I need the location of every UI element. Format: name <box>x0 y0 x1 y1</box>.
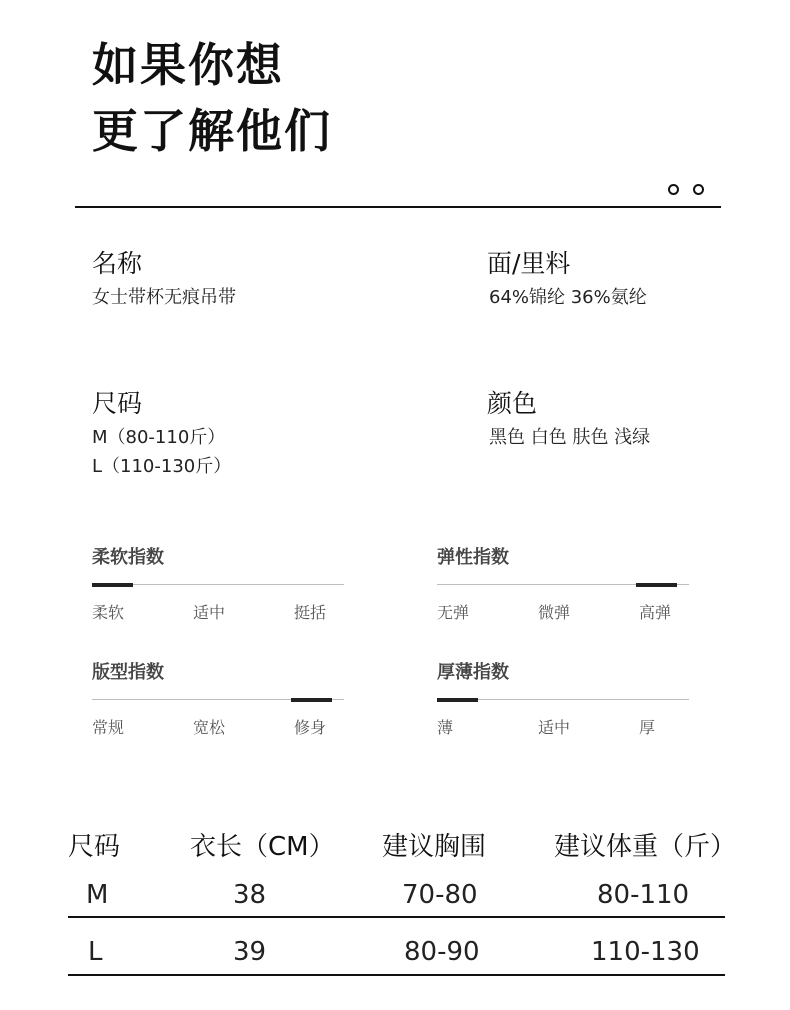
table-header-weight: 建议体重（斤） <box>554 832 737 862</box>
headline-line-1: 如果你想 <box>92 38 284 92</box>
fabric-value: 64%锦纶 36%氨纶 <box>489 287 647 308</box>
index-option: 高弹 <box>639 603 672 622</box>
index-option: 薄 <box>437 718 454 737</box>
header-divider <box>75 206 721 208</box>
index-option: 宽松 <box>193 718 226 737</box>
headline-line-2: 更了解他们 <box>92 104 332 158</box>
decorative-dots <box>668 184 704 195</box>
circle-icon <box>668 184 679 195</box>
table-header-bust: 建议胸围 <box>382 832 487 862</box>
size-value-l: L（110-130斤） <box>92 456 232 477</box>
size-label: 尺码 <box>92 389 143 418</box>
name-value: 女士带杯无痕吊带 <box>92 287 236 308</box>
index-option: 常规 <box>92 718 125 737</box>
index-option: 挺括 <box>294 603 327 622</box>
table-cell: L <box>88 937 103 967</box>
circle-icon <box>693 184 704 195</box>
table-cell: 38 <box>233 880 267 910</box>
index-selected-marker <box>92 583 133 587</box>
index-option: 厚 <box>639 718 656 737</box>
index-selected-marker <box>636 583 677 587</box>
index-option: 修身 <box>294 718 327 737</box>
index-selected-marker <box>291 698 332 702</box>
index-track <box>92 584 344 585</box>
table-cell: M <box>86 880 109 910</box>
index-option: 微弹 <box>538 603 571 622</box>
index-selected-marker <box>437 698 478 702</box>
index-track <box>437 584 689 585</box>
index-option: 柔软 <box>92 603 125 622</box>
size-value-m: M（80-110斤） <box>92 427 226 448</box>
index-title: 版型指数 <box>92 662 164 683</box>
index-track <box>92 699 344 700</box>
table-cell: 70-80 <box>402 880 478 910</box>
fabric-label: 面/里料 <box>487 249 571 278</box>
index-option: 无弹 <box>437 603 470 622</box>
table-header-size: 尺码 <box>68 832 121 862</box>
color-label: 颜色 <box>487 389 538 418</box>
table-header-length: 衣长（CM） <box>190 832 335 862</box>
table-cell: 110-130 <box>591 937 700 967</box>
table-bottom-rule <box>68 974 725 976</box>
table-cell: 80-90 <box>404 937 480 967</box>
color-value: 黑色 白色 肤色 浅绿 <box>489 427 651 448</box>
table-cell: 39 <box>233 937 267 967</box>
index-title: 厚薄指数 <box>437 662 509 683</box>
index-track <box>437 699 689 700</box>
index-option: 适中 <box>193 603 226 622</box>
index-title: 弹性指数 <box>437 547 509 568</box>
index-option: 适中 <box>538 718 571 737</box>
index-title: 柔软指数 <box>92 547 164 568</box>
table-row-divider <box>68 916 725 918</box>
name-label: 名称 <box>92 249 143 278</box>
table-cell: 80-110 <box>597 880 690 910</box>
